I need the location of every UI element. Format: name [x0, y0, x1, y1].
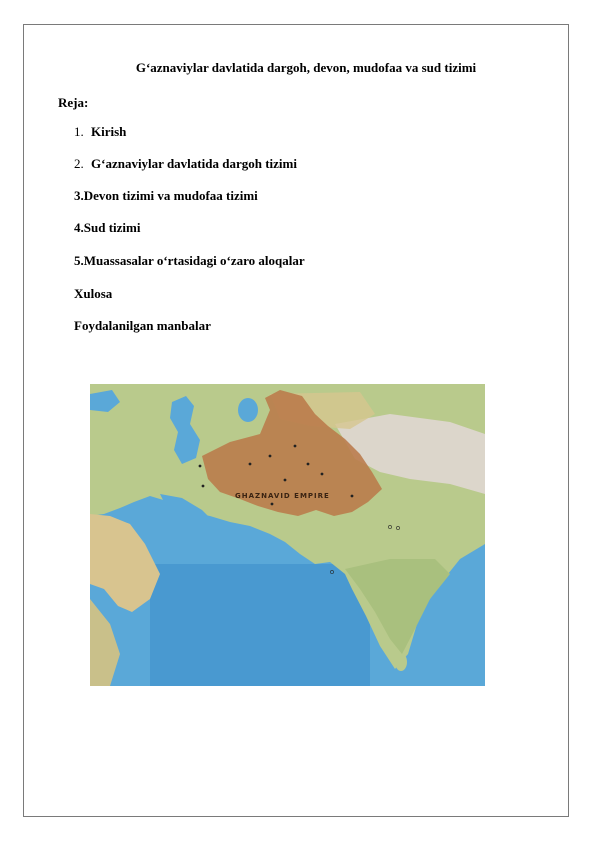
city-marker [321, 473, 324, 476]
plan-item-5 [74, 253, 305, 269]
plan-item-text: G‘aznaviylar davlatida dargoh tizimi [91, 156, 297, 171]
deep-sea [150, 564, 370, 686]
plan-item-3 [74, 188, 258, 204]
city-marker [249, 463, 252, 466]
city-marker [202, 485, 205, 488]
plan-item-number: 2. [74, 156, 84, 171]
document-title: G‘aznaviylar davlatida dargoh, devon, mudofaa va sud tizimi [135, 60, 477, 75]
aral-sea [238, 398, 258, 422]
city-marker [307, 463, 310, 466]
plan-item-6 [74, 286, 112, 302]
city-marker [294, 445, 297, 448]
empire-label: GHAZNAVID EMPIRE [235, 492, 330, 500]
plan-item-text: 5.Muassasalar o‘rtasidagi o‘zaro aloqalar [74, 253, 305, 268]
city-marker [271, 503, 274, 506]
city-marker [199, 465, 202, 468]
plan-item-4 [74, 220, 140, 236]
city-marker [284, 479, 287, 482]
city-marker [269, 455, 272, 458]
city-marker [351, 495, 354, 498]
plan-heading: Reja: [58, 95, 89, 110]
map-image [90, 384, 485, 686]
plan-item-number: 1. [74, 124, 84, 139]
plan-item-text: Kirish [91, 124, 127, 139]
plan-item-1 [74, 124, 126, 140]
plan-item-2 [74, 156, 297, 172]
plan-item-text: Xulosa [74, 286, 113, 301]
plan-item-text: 4.Sud tizimi [74, 220, 141, 235]
plan-item-7 [74, 318, 211, 334]
plan-item-text: 3.Devon tizimi va mudofaa tizimi [74, 188, 258, 203]
ghaznavid-empire-map [90, 384, 485, 686]
land-sri-lanka [395, 653, 407, 671]
plan-item-text: Foydalanilgan manbalar [74, 318, 211, 333]
